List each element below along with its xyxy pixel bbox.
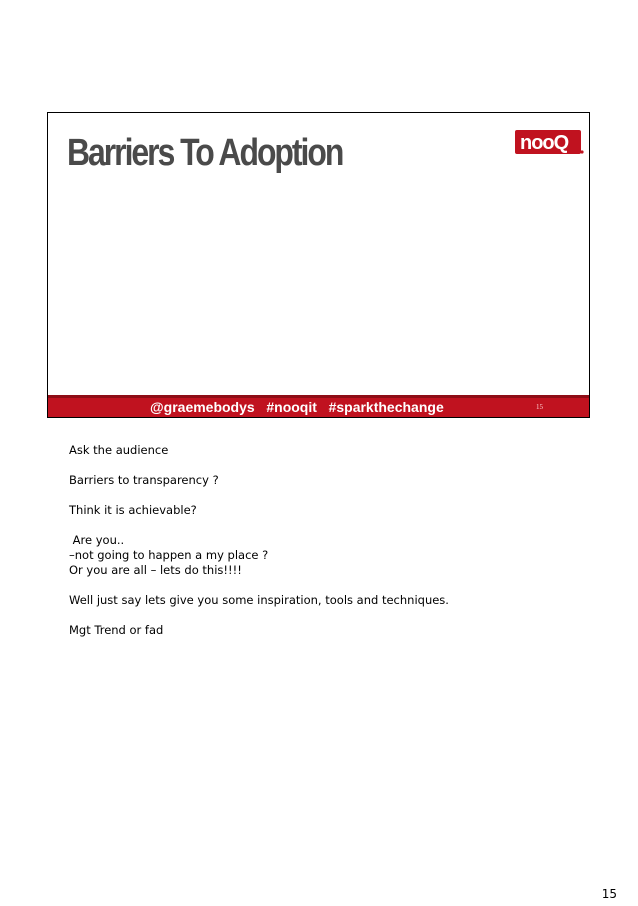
footer-hashtags: @graemebodys #nooqit #sparkthechange [150,399,444,415]
page-number: 15 [601,887,617,901]
note-spacer [69,488,589,503]
footer-slide-number: 15 [536,403,543,411]
note-spacer [69,458,589,473]
note-line: Mgt Trend or fad [69,623,164,637]
speaker-notes [69,443,589,638]
slide-title: Barriers To Adoption [67,132,343,174]
nooq-logo-graphic [515,125,585,157]
note-spacer [69,518,589,533]
note-line: Think it is achievable? [69,503,197,517]
note-spacer [69,608,589,623]
note-line: Or you are all – lets do this!!!! [69,563,242,577]
nooq-logo [515,125,585,157]
note-line: Barriers to transparency ? [69,473,219,487]
slide-footer-band [48,395,589,418]
note-line: –not going to happen a my place ? [69,548,269,562]
slide-thumbnail [47,112,590,418]
note-spacer [69,578,589,593]
logo-wordmark: nooQ [520,132,569,154]
note-line: Ask the audience [69,443,169,457]
note-line: Well just say lets give you some inspiration, tools and techniques. [69,593,449,607]
note-line: Are you.. [69,533,125,547]
